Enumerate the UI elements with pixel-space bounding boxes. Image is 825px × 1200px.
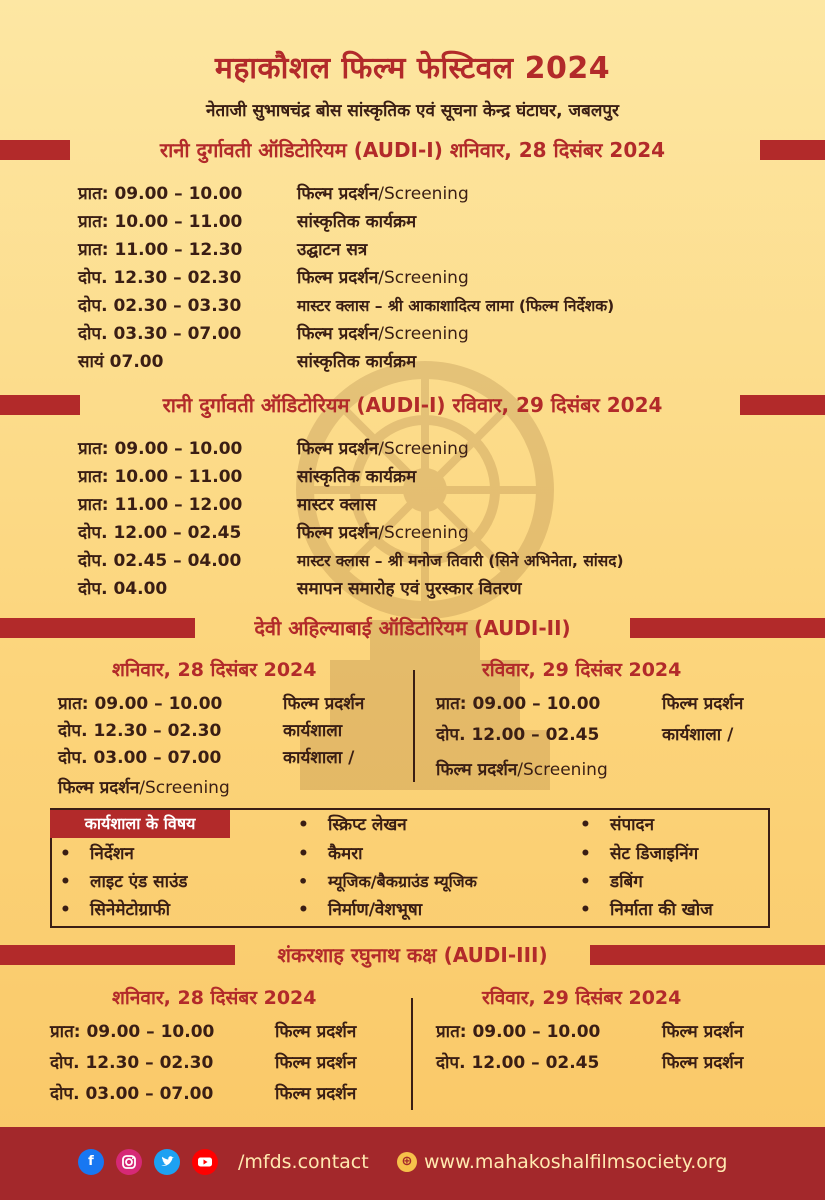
schedule-row-activity: फिल्म प्रदर्शन/Screening bbox=[297, 439, 469, 459]
workshop-topic: • निर्माण/वेशभूषा bbox=[298, 900, 423, 920]
venue-subtitle: नेताजी सुभाषचंद्र बोस सांस्कृतिक एवं सूचना केन्द्र घंटाघर, जबलपुर bbox=[206, 101, 619, 121]
schedule-row: प्रात: 11.00 – 12.00 bbox=[78, 495, 243, 515]
schedule-row: दोप. 03.30 – 07.00 bbox=[78, 324, 242, 344]
schedule-row-activity: सांस्कृतिक कार्यक्रम bbox=[297, 467, 417, 487]
workshop-topic: • लाइट एंड साउंड bbox=[60, 872, 188, 892]
website-link[interactable]: www.mahakoshalfilmsociety.org bbox=[424, 1151, 728, 1173]
schedule-row: दोप. 12.30 – 02.30 bbox=[50, 1053, 214, 1073]
audi3-heading: शंकरशाह रघुनाथ कक्ष (AUDI-III) bbox=[277, 943, 548, 967]
schedule-row: प्रात: 10.00 – 11.00 bbox=[78, 212, 243, 232]
workshop-topic: • निर्देशन bbox=[60, 844, 134, 864]
schedule-row: दोप. 02.30 – 03.30 bbox=[78, 296, 242, 316]
footer-bar bbox=[0, 1127, 825, 1200]
festival-title: महाकौशल फिल्म फेस्टिवल 2024 bbox=[214, 51, 611, 86]
schedule-row-activity: फिल्म प्रदर्शन bbox=[662, 1022, 744, 1042]
workshop-topic: • स्क्रिप्ट लेखन bbox=[298, 815, 407, 835]
schedule-row: दोप. 12.30 – 02.30 bbox=[58, 721, 222, 741]
schedule-row: प्रात: 09.00 – 10.00 bbox=[436, 694, 601, 714]
audi3-band bbox=[0, 935, 825, 975]
schedule-row-activity: फिल्म प्रदर्शन bbox=[275, 1084, 357, 1104]
workshop-topic: • संपादन bbox=[580, 815, 655, 835]
audi2-heading: देवी अहिल्याबाई ऑडिटोरियम (AUDI-II) bbox=[254, 616, 571, 640]
column-divider bbox=[413, 670, 415, 782]
schedule-row-activity: मास्टर क्लास – श्री आकाशादित्य लामा (फिल्म निर्देशक) bbox=[297, 297, 615, 315]
workshop-topic: • सेट डिजाइनिंग bbox=[580, 844, 699, 864]
schedule-row-activity: फिल्म प्रदर्शन bbox=[662, 694, 744, 714]
schedule-row-activity: फिल्म प्रदर्शन bbox=[662, 1053, 744, 1073]
schedule-row: प्रात: 09.00 – 10.00 bbox=[58, 694, 223, 714]
workshop-topic: • सिनेमेटोग्राफी bbox=[60, 900, 170, 920]
audi2-saturday-heading: शनिवार, 28 दिसंबर 2024 bbox=[112, 659, 317, 681]
audi3-sunday-heading: रविवार, 29 दिसंबर 2024 bbox=[482, 987, 682, 1009]
schedule-row: दोप. 04.00 bbox=[78, 579, 168, 599]
schedule-row-activity: सांस्कृतिक कार्यक्रम bbox=[297, 212, 417, 232]
audi1-sunday-band bbox=[0, 385, 825, 425]
schedule-row-activity: कार्यशाला / bbox=[662, 725, 734, 745]
workshop-topics-label: कार्यशाला के विषय bbox=[50, 810, 230, 838]
facebook-icon[interactable]: f bbox=[78, 1149, 104, 1175]
schedule-row-activity-wrap: फिल्म प्रदर्शन/Screening bbox=[436, 760, 608, 780]
column-divider bbox=[411, 998, 413, 1110]
schedule-row: दोप. 03.00 – 07.00 bbox=[58, 748, 222, 768]
schedule-row-activity: कार्यशाला / bbox=[283, 748, 355, 768]
schedule-row: दोप. 03.00 – 07.00 bbox=[50, 1084, 214, 1104]
schedule-row-activity: फिल्म प्रदर्शन/Screening bbox=[297, 324, 469, 344]
audi2-band bbox=[0, 608, 825, 648]
schedule-row: दोप. 12.00 – 02.45 bbox=[436, 1053, 600, 1073]
schedule-row: प्रात: 11.00 – 12.30 bbox=[78, 240, 243, 260]
schedule-row-activity: फिल्म प्रदर्शन bbox=[283, 694, 365, 714]
audi1-saturday-band bbox=[0, 130, 825, 170]
schedule-row-activity: फिल्म प्रदर्शन bbox=[275, 1053, 357, 1073]
schedule-row-activity: उद्घाटन सत्र bbox=[297, 240, 368, 260]
globe-icon: ⊕ bbox=[397, 1152, 417, 1172]
schedule-row-activity: मास्टर क्लास bbox=[297, 495, 377, 515]
schedule-row: प्रात: 09.00 – 10.00 bbox=[436, 1022, 601, 1042]
schedule-row-activity: फिल्म प्रदर्शन/Screening bbox=[297, 268, 469, 288]
schedule-row-activity: फिल्म प्रदर्शन/Screening bbox=[297, 523, 469, 543]
twitter-icon[interactable] bbox=[154, 1149, 180, 1175]
audi2-sunday-heading: रविवार, 29 दिसंबर 2024 bbox=[482, 659, 682, 681]
schedule-row: दोप. 12.00 – 02.45 bbox=[78, 523, 242, 543]
schedule-row-activity-wrap: फिल्म प्रदर्शन/Screening bbox=[58, 778, 230, 798]
audi1-sunday-heading: रानी दुर्गावती ऑडिटोरियम (AUDI-I) रविवार, 29 दिसंबर 2024 bbox=[162, 393, 663, 417]
schedule-row: सायं 07.00 bbox=[78, 352, 164, 372]
schedule-row: प्रात: 09.00 – 10.00 bbox=[50, 1022, 215, 1042]
youtube-icon[interactable] bbox=[192, 1149, 218, 1175]
workshop-topic: • डबिंग bbox=[580, 872, 643, 892]
schedule-row-activity: फिल्म प्रदर्शन bbox=[275, 1022, 357, 1042]
audi1-saturday-heading: रानी दुर्गावती ऑडिटोरियम (AUDI-I) शनिवार, 28 दिसंबर 2024 bbox=[159, 138, 666, 162]
workshop-topic: • निर्माता की खोज bbox=[580, 900, 713, 920]
schedule-row-activity: मास्टर क्लास – श्री मनोज तिवारी (सिने अभिनेता, सांसद) bbox=[297, 552, 624, 570]
schedule-row: दोप. 12.00 – 02.45 bbox=[436, 725, 600, 745]
social-handle[interactable]: /mfds.contact bbox=[238, 1151, 369, 1173]
schedule-row-activity: फिल्म प्रदर्शन/Screening bbox=[297, 184, 469, 204]
audi3-saturday-heading: शनिवार, 28 दिसंबर 2024 bbox=[112, 987, 317, 1009]
workshop-topic: • कैमरा bbox=[298, 844, 363, 864]
schedule-row: प्रात: 09.00 – 10.00 bbox=[78, 439, 243, 459]
schedule-row: प्रात: 10.00 – 11.00 bbox=[78, 467, 243, 487]
instagram-icon[interactable] bbox=[116, 1149, 142, 1175]
workshop-topic: • म्यूजिक/बैकग्राउंड म्यूजिक bbox=[298, 872, 477, 891]
schedule-row-activity: कार्यशाला bbox=[283, 721, 343, 741]
schedule-row: दोप. 12.30 – 02.30 bbox=[78, 268, 242, 288]
schedule-row-activity: सांस्कृतिक कार्यक्रम bbox=[297, 352, 417, 372]
schedule-row-activity: समापन समारोह एवं पुरस्कार वितरण bbox=[297, 579, 522, 599]
schedule-row: प्रात: 09.00 – 10.00 bbox=[78, 184, 243, 204]
schedule-row: दोप. 02.45 – 04.00 bbox=[78, 551, 242, 571]
